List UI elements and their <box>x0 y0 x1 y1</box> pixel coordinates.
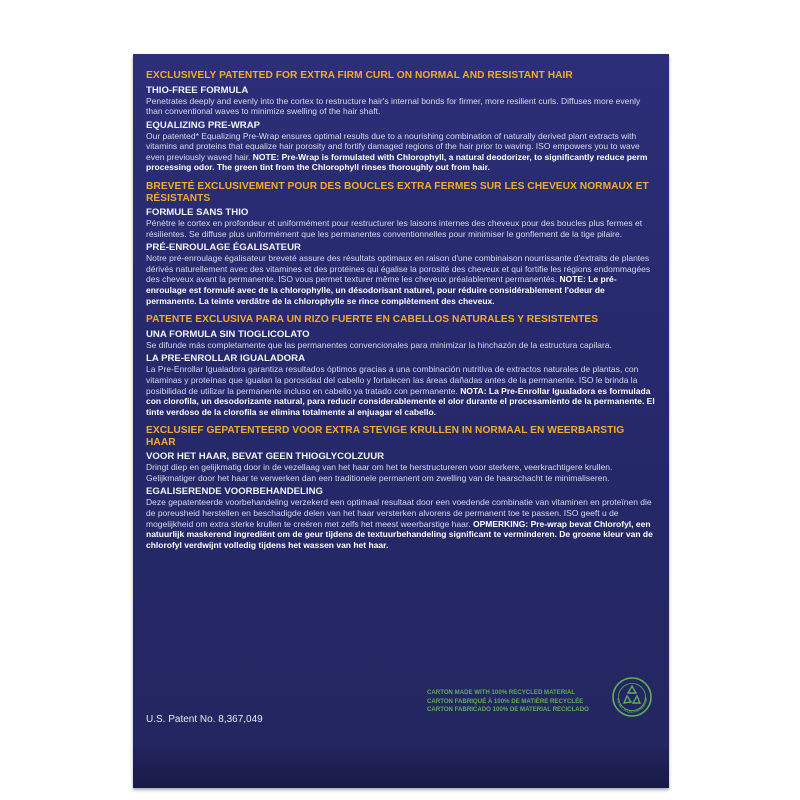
recycled-badge-text-path: 0% RECYCLED PAPERBOAR <box>615 697 649 715</box>
section-french <box>146 181 656 306</box>
item-text-main: Our patented* Equalizing Pre-Wrap ensures optimal results due to a nourishing combination of naturally derived plant extracts with vitamins and proteins that equalize hair porosity and fortify damaged regions of the hair prior to waving. ISO empowers you to wave even previously waved hair. <box>146 130 640 162</box>
item-note: OPMERKING: Pre-wrap bevat Chlorofyl, een natuurlijk maskerend ingrediënt om de geur tijdens de textuurbehandeling significant te verminderen. De groene kleur van de chlorofyl verdwijnt volledig tijdens het wassen van het haar. <box>146 518 653 550</box>
item-text-main: Penetrates deeply and evenly into the cortex to restructure hair's internal bonds for firmer, more resilient curls. Diffuses more evenly than conventional waves to minimize swelling of the hair shaft. <box>146 95 641 117</box>
item-title: PRÉ-ENROULAGE ÉGALISATEUR <box>146 242 301 254</box>
item-text <box>146 364 656 417</box>
item-text-main: Notre pré-enroulage égalisateur breveté assure des résultats optimaux en raison d'une combinaison nourrissante d'extraits de plantes dérivés naturellement avec des vitamines et des protéines qui égalise la porosité des cheveux et qui fortifie les régions endommagées des cheveux avant la permanente. ISO vous permet texturer même les cheveux préalablement permanentés. <box>146 253 651 285</box>
item-text-main: Se difunde más completamente que las permanentes convencionales para minimizar la hinchazón de la estructura capilara. <box>146 339 612 350</box>
item-note: NOTA: La Pre-Enrollar Igualadora es formulada con clorofila, un desodorizante natural, para reducir considerablemente el olor durante el procesamiento de la permanente. El tinte verdoso de la clorofila se elimina totalmente al enjuagar el cabello. <box>146 385 655 417</box>
section-spanish <box>146 314 656 417</box>
item-text-main: Dringt diep en gelijkmatig door in de vezellaag van het haar om het te herstructureren voor sterkere, veerkrachtigere krullen. Gelijkmatiger door het haar te verwerken dan een traditionele permanent om zwelling van de haarschacht te minimaliseren. <box>146 462 613 483</box>
item-note: NOTE: Pre-Wrap is formulated with Chlorophyll, a natural deodorizer, to significantly reduce perm processing odor. The green tint from the Chlorophyll rinses thoroughly out from hair. <box>146 151 648 173</box>
recycled-material-notice <box>427 689 607 715</box>
item-text <box>146 340 656 351</box>
item-note: NOTE: Le pré-enroulage est formulé avec de la chlorophylle, un désodorisant naturel, pour réduire considérablement l'odeur de permanente. La teinte verdâtre de la chlorophylle se rince complètement des cheveux. <box>146 274 617 306</box>
recycled-line-spanish: CARTON FABRICADO 100% DE MATERIAL RECICLADO <box>427 706 589 714</box>
instructions-content <box>146 70 656 558</box>
item-text <box>146 96 656 117</box>
recycle-icon <box>611 676 653 718</box>
item-title: LA PRE-ENROLLAR IGUALADORA <box>146 353 305 365</box>
item-text-main: Deze gepatenteerde voorbehandeling verzekerd een optimaal resultaat door een voedende combinatie van vitaminen en proteïnen die de poreusheid herstellen en beschadigde delen van het haar versterken alvorens de permanent toe te passen. ISO geeft u de mogelijkheid om extra sterke krullen te creëren met zelfs het meest weerbarstige haar. <box>146 497 652 529</box>
item-text <box>146 462 656 483</box>
item-title: VOOR HET HAAR, BEVAT GEEN THIOGLYCOLZUUR <box>146 451 385 463</box>
item-title: EGALISERENDE VOORBEHANDELING <box>146 486 323 498</box>
section-heading-english: EXCLUSIVELY PATENTED FOR EXTRA FIRM CURL ON NORMAL AND RESISTANT HAIR <box>146 70 573 81</box>
item-text-main: La Pre-Enrollar Igualadora garantiza resultados óptimos gracias a una combinación nutritiva de extractos naturales de plantas, con vitaminas y proteínas que igualan la porosidad del cabello y fortalecen las áreas dañadas antes de la permanente. ISO le brinda la posibilidad de utilizar la permanente incluso en cabello ya tratado con permanente. <box>146 364 639 396</box>
item-text <box>146 131 656 173</box>
recycled-line-french: CARTON FABRIQUÉ À 100% DE MATIÈRE RECYCLÉE <box>427 697 584 705</box>
item-title: THIO-FREE FORMULA <box>146 84 249 96</box>
section-heading-dutch: EXCLUSIEF GEPATENTEERD VOOR EXTRA STEVIGE KRULLEN IN NORMAAL EN WEERBARSTIG HAAR <box>146 425 625 448</box>
patent-number: U.S. Patent No. 8,367,049 <box>146 714 263 725</box>
item-text-main: Pénètre le cortex en profondeur et uniformément pour restructurer les laisons internes des cheveux pour des boucles plus fermes et résilientes. Se diffuse plus uniformément que les permanentes conventionnelles pour minimiser le gonflement de la tige pilaire. <box>146 218 643 239</box>
item-text <box>146 253 656 306</box>
section-heading-spanish: PATENTE EXCLUSIVA PARA UN RIZO FUERTE EN CABELLOS NATURALES Y RESISTENTES <box>146 314 599 326</box>
item-text <box>146 497 656 550</box>
item-title: EQUALIZING PRE-WRAP <box>146 119 261 131</box>
section-heading-french: BREVETÉ EXCLUSIVEMENT POUR DES BOUCLES EXTRA FERMES SUR LES CHEVEUX NORMAUX ET RÉSISTANTS <box>146 181 649 204</box>
item-title: FORMULE SANS THIO <box>146 207 249 219</box>
recycled-line-english: CARTON MADE WITH 100% RECYCLED MATERIAL <box>427 689 576 696</box>
item-title: UNA FORMULA SIN TIOGLICOLATO <box>146 328 310 340</box>
section-dutch <box>146 425 656 550</box>
section-english <box>146 70 656 173</box>
item-text <box>146 218 656 239</box>
